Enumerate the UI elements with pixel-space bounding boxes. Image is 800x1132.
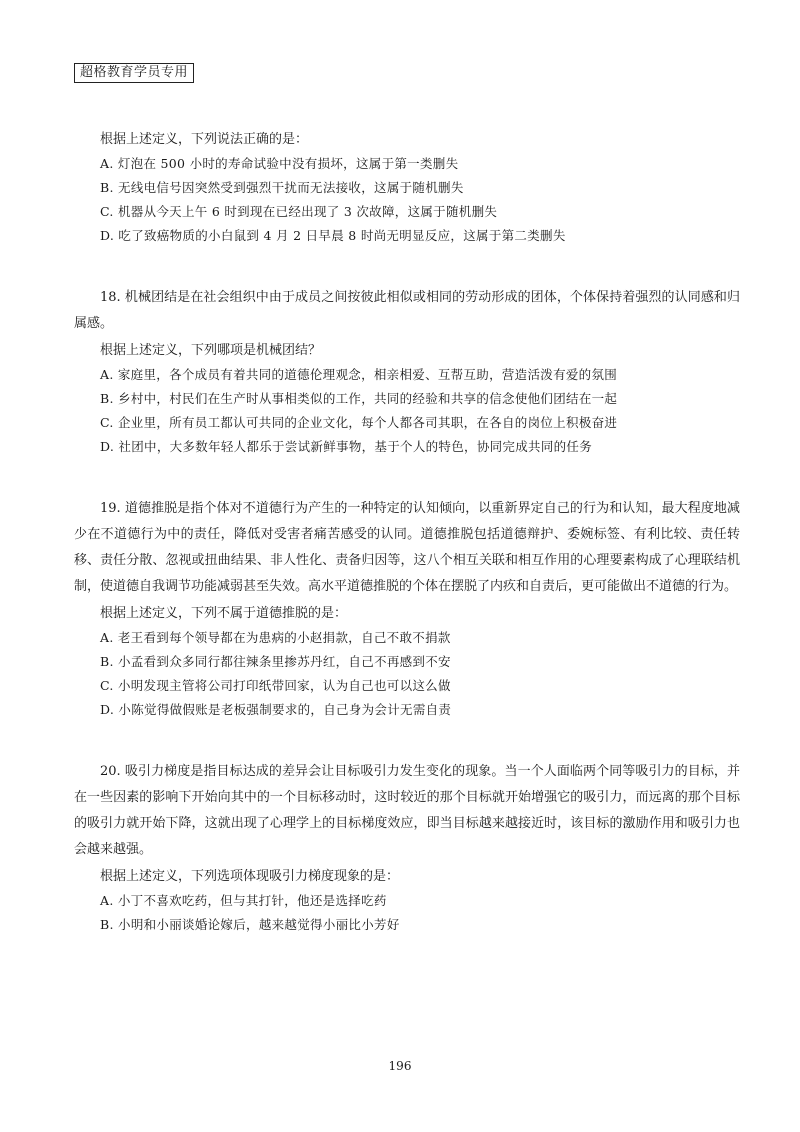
option-d: D. 小陈觉得做假账是老板强制要求的，自己身为会计无需自责 (100, 702, 452, 717)
option-b: B. 乡村中，村民们在生产时从事相类似的工作，共同的经验和共享的信念使他们团结在一起 (100, 391, 618, 406)
page-number: 196 (388, 1059, 412, 1073)
prev-question-block (74, 128, 740, 248)
question-20 (74, 759, 740, 937)
option-c: C. 企业里，所有员工都认可共同的企业文化，每个人都各司其职，在各自的岗位上积极奋进 (100, 415, 618, 430)
option-d: D. 社团中，大多数年轻人都乐于尝试新鲜事物，基于个人的特色，协同完成共同的任务 (100, 439, 593, 454)
option-b: B. 无线电信号因突然受到强烈干扰而无法接收，这属于随机删失 (100, 180, 464, 195)
question-text: 18. 机械团结是在社会组织中由于成员之间按彼此相似或相同的劳动形成的团体，个体保持着强烈的认同感和归属感。 (74, 290, 740, 331)
option-a: A. 灯泡在 500 小时的寿命试验中没有损坏，这属于第一类删失 (100, 156, 459, 171)
option-a: A. 小丁不喜欢吃药，但与其打针，他还是选择吃药 (100, 893, 387, 908)
option-b: B. 小明和小丽谈婚论嫁后，越来越觉得小丽比小芳好 (100, 917, 400, 932)
option-a: A. 老王看到每个领导都在为患病的小赵捐款，自己不敢不捐款 (100, 630, 451, 645)
question-prompt: 根据上述定义，下列哪项是机械团结？ (100, 343, 322, 358)
option-d: D. 吃了致癌物质的小白鼠到 4 月 2 日早晨 8 时尚无明显反应，这属于第二类删失 (100, 228, 566, 243)
question-prompt: 根据上述定义，下列说法正确的是： (100, 132, 309, 147)
question-text: 19. 道德推脱是指个体对不道德行为产生的一种特定的认知倾向，以重新界定自己的行为和认知，最大程度地减少在不道德行为中的责任，降低对受害者痛苦感受的认同。道德推脱包括道德辩护、委婉标签、有利比较、责任转移、责任分散、忽视或扭曲结果、非人性化、责备归因等，这八个相互关联和相互作用的心理要素构成了心理联结机制，使道德自我调节功能减弱甚至失效。高水平道德推脱的个体在摆脱了内疚和自责后，更可能做出不道德的行为。 (74, 501, 740, 594)
page-content (74, 128, 740, 937)
question-prompt: 根据上述定义，下列选项体现吸引力梯度现象的是： (100, 869, 400, 884)
question-text: 20. 吸引力梯度是指目标达成的差异会让目标吸引力发生变化的现象。当一个人面临两个同等吸引力的目标，并在一些因素的影响下开始向其中的一个目标移动时，这时较近的那个目标就开始增强它的吸引力，而远离的那个目标的吸引力就开始下降，这就出现了心理学上的目标梯度效应，即当目标越来越接近时，该目标的激励作用和吸引力也会越来越强。 (74, 764, 740, 857)
option-c: C. 机器从今天上午 6 时到现在已经出现了 3 次故障，这属于随机删失 (100, 204, 498, 219)
option-a: A. 家庭里，各个成员有着共同的道德伦理观念，相亲相爱、互帮互助，营造活泼有爱的氛围 (100, 367, 618, 382)
option-c: C. 小明发现主管将公司打印纸带回家，认为自己也可以这么做 (100, 678, 451, 693)
question-19 (74, 496, 740, 722)
option-b: B. 小孟看到众多同行都往辣条里掺苏丹红，自己不再感到不安 (100, 654, 451, 669)
question-18 (74, 285, 740, 459)
header-label: 超格教育学员专用 (74, 63, 194, 83)
question-prompt: 根据上述定义，下列不属于道德推脱的是： (100, 606, 348, 621)
